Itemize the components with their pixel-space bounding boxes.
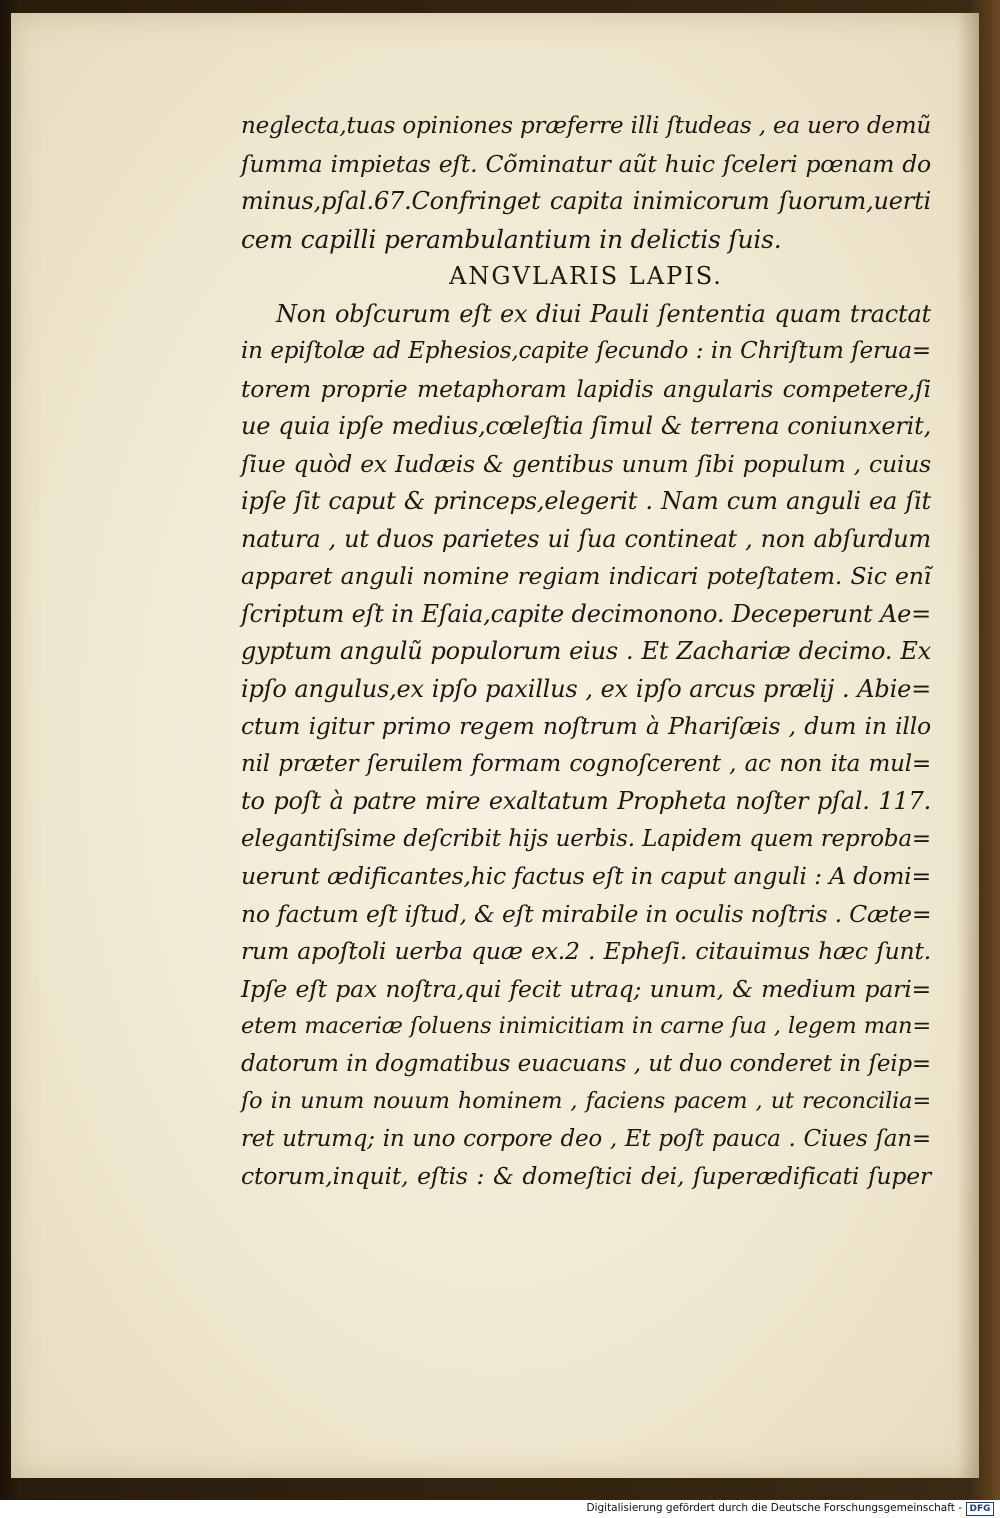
- text-line: ret utrumq; in uno corpore deo , Et poſt pauca . Ciues ſan=: [241, 1125, 931, 1152]
- text-line: ipſe ſit caput & princeps,elegerit . Nam cum anguli ea ſit: [241, 487, 931, 515]
- book-page: [11, 13, 979, 1478]
- text-line: torem proprie metaphoram lapidis angularis competere,ſi: [241, 374, 931, 403]
- text-line: Ipſe eſt pax noſtra,qui fecit utraq; unum, & medium pari=: [241, 974, 931, 1003]
- text-line: ſo in unum nouum hominem , faciens pacem , ut reconcilia=: [241, 1088, 931, 1114]
- text-line: no factum eſt iſtud, & eſt mirabile in oculis noſtris . Cæte=: [241, 899, 932, 928]
- text-line: uerunt ædificantes,hic factus eſt in caput anguli : A domi=: [241, 862, 931, 890]
- text-line: ſumma impietas eſt. Cõminatur aũt huic ſceleri pœnam do: [241, 149, 931, 178]
- text-line: nil præter ſeruilem formam cognoſcerent , ac non ita mul=: [241, 750, 931, 777]
- text-line: ſcriptum eſt in Eſaia,capite decimonono. Deceperunt Ae=: [241, 599, 931, 628]
- text-line: to poſt à patre mire exaltatum Propheta noſter pſal. 117.: [241, 787, 931, 815]
- text-line: etem maceriæ ſoluens inimicitiam in carne ſua , legem man=: [241, 1013, 931, 1039]
- text-line: ſiue quòd ex Iudæis & gentibus unum ſibi populum , cuius: [241, 449, 931, 478]
- text-line: ctorum,inquit, eſtis : & domeſtici dei, ſuperædificati ſuper: [241, 1162, 931, 1190]
- text-line: neglecta,tuas opiniones præferre illi ſtudeas , ea uero demũ: [241, 113, 931, 139]
- text-line: natura , ut duos parietes ui ſua contineat , non abſurdum: [241, 524, 931, 553]
- page-text-block: [241, 108, 931, 1196]
- text-line: ue quia ipſe medius,cœleſtia ſimul & terrena coniunxerit,: [241, 412, 931, 440]
- text-line: rum apoſtoli uerba quæ ex.2 . Epheſi. citauimus hæc ſunt.: [241, 937, 931, 965]
- text-line: apparet anguli nomine regiam indicari poteſtatem. Sic enĩ: [241, 562, 931, 590]
- funding-credit: Digitalisierung gefördert durch die Deutsche Forschungsgemeinschaft -: [586, 1502, 962, 1514]
- text-line: gyptum angulũ populorum eius . Et Zachariæ decimo. Ex: [241, 637, 931, 665]
- text-line: ctum igitur primo regem noſtrum à Phariſæis , dum in illo: [241, 712, 931, 740]
- section-heading: ANGVLARIS LAPIS.: [449, 262, 723, 290]
- text-line: ipſo angulus,ex ipſo paxillus , ex ipſo arcus prælij . Abie=: [241, 674, 931, 703]
- text-line: minus,pſal.67.Confringet capita inimicorum ſuorum,uerti: [241, 187, 931, 215]
- text-line: Non obſcurum eſt ex diui Pauli ſententia quam tractat: [276, 299, 931, 328]
- text-line: cem capilli perambulantium in delictis ſuis.: [241, 224, 782, 254]
- text-line: datorum in dogmatibus euacuans , ut duo conderet in ſeip=: [241, 1050, 931, 1077]
- text-line: elegantiſsime deſcribit hijs uerbis. Lapidem quem reproba=: [241, 825, 931, 852]
- dfg-logo: DFG: [966, 1502, 994, 1516]
- text-line: in epiſtolæ ad Ephesios,capite ſecundo : in Chriſtum ſerua=: [241, 338, 931, 364]
